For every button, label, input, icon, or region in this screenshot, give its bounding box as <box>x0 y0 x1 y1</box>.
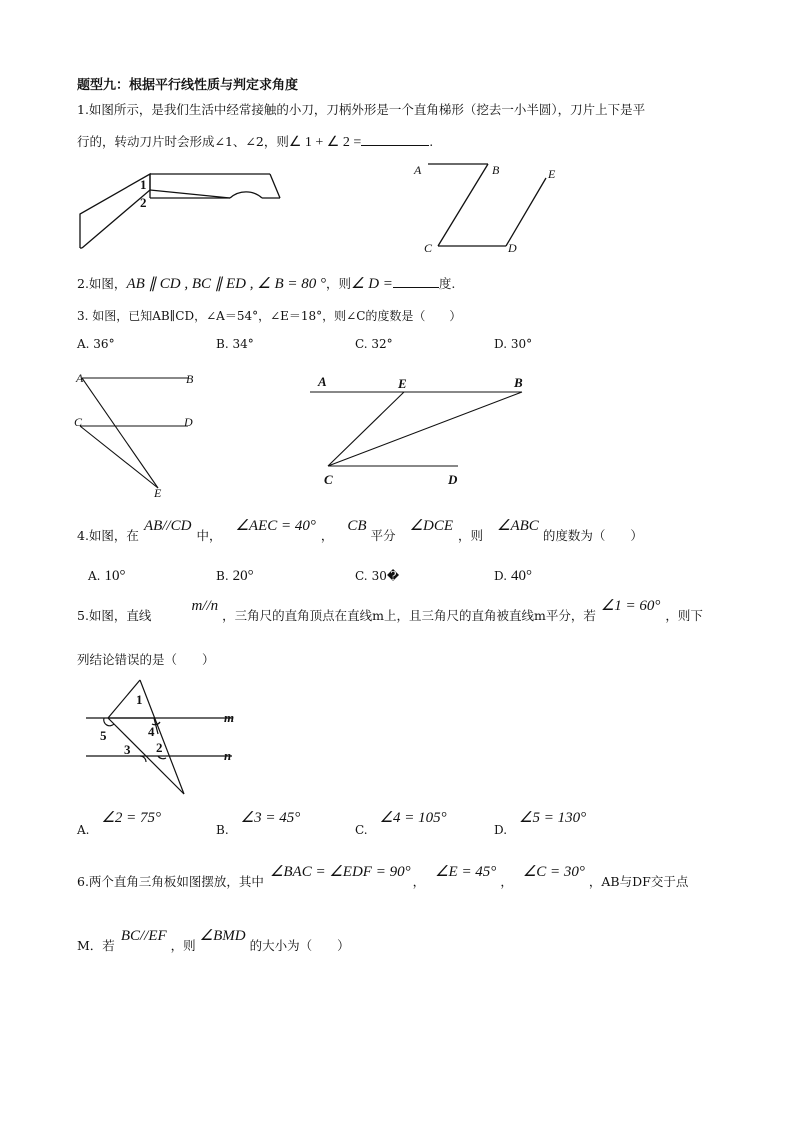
q4-t3: 平分 <box>370 528 396 543</box>
q6-math-5: ∠BMD <box>199 928 246 944</box>
q1-suffix: . <box>429 134 434 149</box>
q1-line2-prefix: 行的，转动刀片时会形成∠1、∠2，则 <box>77 134 289 149</box>
q5-fig-label-2: 2 <box>156 740 163 755</box>
q2-fig-label-B: B <box>492 163 500 177</box>
q2-fig-label-E: E <box>548 167 556 181</box>
q2-parallelogram-figure <box>410 158 560 258</box>
q5-option-b-letter: B. <box>216 823 229 837</box>
q5-option-c-value: ∠4 = 105° <box>379 810 447 826</box>
q5-fig-label-n: n <box>224 748 232 763</box>
q3-left-label-B: B <box>186 372 194 386</box>
q6-math-3: ∠C = 30° <box>522 864 585 880</box>
q5-fig-label-1: 1 <box>136 692 143 707</box>
q5-t1: ，三角尺的直角顶点在直线m上，且三角尺的直角被直线m平分，若 <box>222 608 596 623</box>
q4-math-1: AB//CD <box>143 518 192 534</box>
q5-option-a[interactable] <box>77 810 162 838</box>
q6-math-1: ∠BAC = ∠EDF = 90° <box>269 864 411 880</box>
q5-option-d[interactable] <box>494 810 587 838</box>
q4-t5: 的度数为（ ） <box>542 528 643 543</box>
q3-left-figure <box>72 368 212 500</box>
q3-right-label-A: A <box>318 374 327 389</box>
q1-answer-blank <box>361 134 429 146</box>
q4-math-2: ∠AEC = 40° <box>235 518 316 534</box>
q3-option-d[interactable]: D. 30° <box>494 337 533 351</box>
q5-option-c[interactable] <box>355 810 447 838</box>
q5-option-c-letter: C. <box>355 823 368 837</box>
q5-option-d-letter: D. <box>494 823 508 837</box>
q5-fig-label-m: m <box>224 710 235 725</box>
q5-math-2: ∠1 = 60° <box>600 598 661 614</box>
q5-line1 <box>77 598 703 624</box>
q3-option-a[interactable]: A. 36° <box>77 337 115 351</box>
q4-math-3: CB <box>347 518 367 534</box>
q2-math: AB ∥ CD , BC ∥ ED , ∠ B = 80 ° <box>126 276 326 292</box>
q2-fig-label-D: D <box>508 241 517 255</box>
q6-t2: ， <box>500 874 513 889</box>
q5-line2: 列结论错误的是（ ） <box>77 652 215 667</box>
q1-fig-label-2: 2 <box>140 195 147 210</box>
q5-fig-label-5: 5 <box>100 728 107 743</box>
q3-right-label-D: D <box>448 472 458 487</box>
q5-option-a-value: ∠2 = 75° <box>101 810 162 826</box>
q5-triangle-figure <box>82 674 252 798</box>
q4-option-d-letter: D. <box>494 569 508 583</box>
q3-right-label-B: B <box>514 375 523 390</box>
q2-suffix: 度. <box>438 276 456 291</box>
q1-math: ∠ 1 + ∠ 2 = <box>288 135 362 150</box>
q4-t2: ， <box>320 528 334 543</box>
q6-t1: ， <box>412 874 426 889</box>
q2-mid: ，则 <box>326 276 352 291</box>
q3-left-label-A: A <box>76 371 84 385</box>
q2-fig-label-C: C <box>424 241 433 255</box>
q4-option-b-value: 20° <box>232 568 254 584</box>
q4-line <box>77 518 643 544</box>
q1-fig-label-1: 1 <box>140 177 147 192</box>
q6-t3: ，AB与DF交于点 <box>588 874 689 889</box>
q6-prefix: 6.两个直角三角板如图摆放，其中 <box>77 874 264 889</box>
q4-option-b[interactable] <box>216 568 254 584</box>
q4-option-a-value: 10° <box>104 568 126 584</box>
q2-line <box>77 276 455 292</box>
q4-t1: 中， <box>196 528 222 543</box>
q1-knife-figure <box>70 164 290 256</box>
q4-math-5: ∠ABC <box>497 518 539 534</box>
q3-option-c[interactable]: C. 32° <box>355 337 393 351</box>
q5-fig-label-4: 4 <box>148 724 155 739</box>
q4-option-b-letter: B. <box>216 569 229 583</box>
section-title: 题型九：根据平行线性质与判定求角度 <box>77 78 299 93</box>
q2-answer-blank <box>393 276 439 288</box>
q2-fig-label-A: A <box>414 163 422 177</box>
q4-t4: ，则 <box>458 528 484 543</box>
q5-option-b[interactable] <box>216 810 301 838</box>
q3-option-b[interactable]: B. 34° <box>216 337 254 351</box>
q3-right-label-C: C <box>324 472 333 487</box>
q4-option-a-letter: A. <box>88 569 101 583</box>
q6-math-4: BC//EF <box>120 928 167 944</box>
q4-option-d[interactable] <box>494 568 532 584</box>
q1-line1: 1.如图所示，是我们生活中经常接触的小刀，刀柄外形是一个直角梯形（挖去一小半圆），刀片上下是平 <box>77 102 646 117</box>
q5-math-1: m//n <box>191 598 219 614</box>
q4-option-c-value: 30� <box>371 569 400 583</box>
q6-line2-prefix: M．若 <box>77 938 115 953</box>
q2-math2: ∠ D = <box>351 276 393 292</box>
q1-line2 <box>77 134 433 151</box>
q5-prefix: 5.如图，直线 <box>77 608 152 623</box>
q3-right-label-E: E <box>398 376 407 391</box>
q5-t2: ，则下 <box>665 608 703 623</box>
q6-line1 <box>77 864 689 890</box>
q5-option-b-value: ∠3 = 45° <box>240 810 301 826</box>
q3-left-label-E: E <box>154 486 162 500</box>
q6-line2 <box>77 928 350 954</box>
q4-prefix: 4.如图，在 <box>77 528 139 543</box>
q6-t4: ，则 <box>170 938 196 953</box>
q5-fig-label-3: 3 <box>124 742 131 757</box>
q3-text: 3. 如图，已知AB∥CD，∠A＝54°，∠E＝18°，则∠C的度数是（ ） <box>77 309 462 323</box>
q3-left-label-D: D <box>184 415 193 429</box>
q2-prefix: 2.如图， <box>77 276 127 291</box>
q4-option-a[interactable] <box>88 568 125 584</box>
q4-math-4: ∠DCE <box>409 518 454 534</box>
q6-t5: 的大小为（ ） <box>249 938 350 953</box>
q4-option-c-letter: C. <box>355 569 368 583</box>
q3-left-label-C: C <box>74 415 83 429</box>
q5-option-a-letter: A. <box>77 823 90 837</box>
q3-right-figure <box>300 372 540 490</box>
q4-option-c[interactable] <box>355 568 399 584</box>
q4-option-d-value: 40° <box>511 568 532 584</box>
q5-option-d-value: ∠5 = 130° <box>519 810 587 826</box>
q6-math-2: ∠E = 45° <box>435 864 497 880</box>
